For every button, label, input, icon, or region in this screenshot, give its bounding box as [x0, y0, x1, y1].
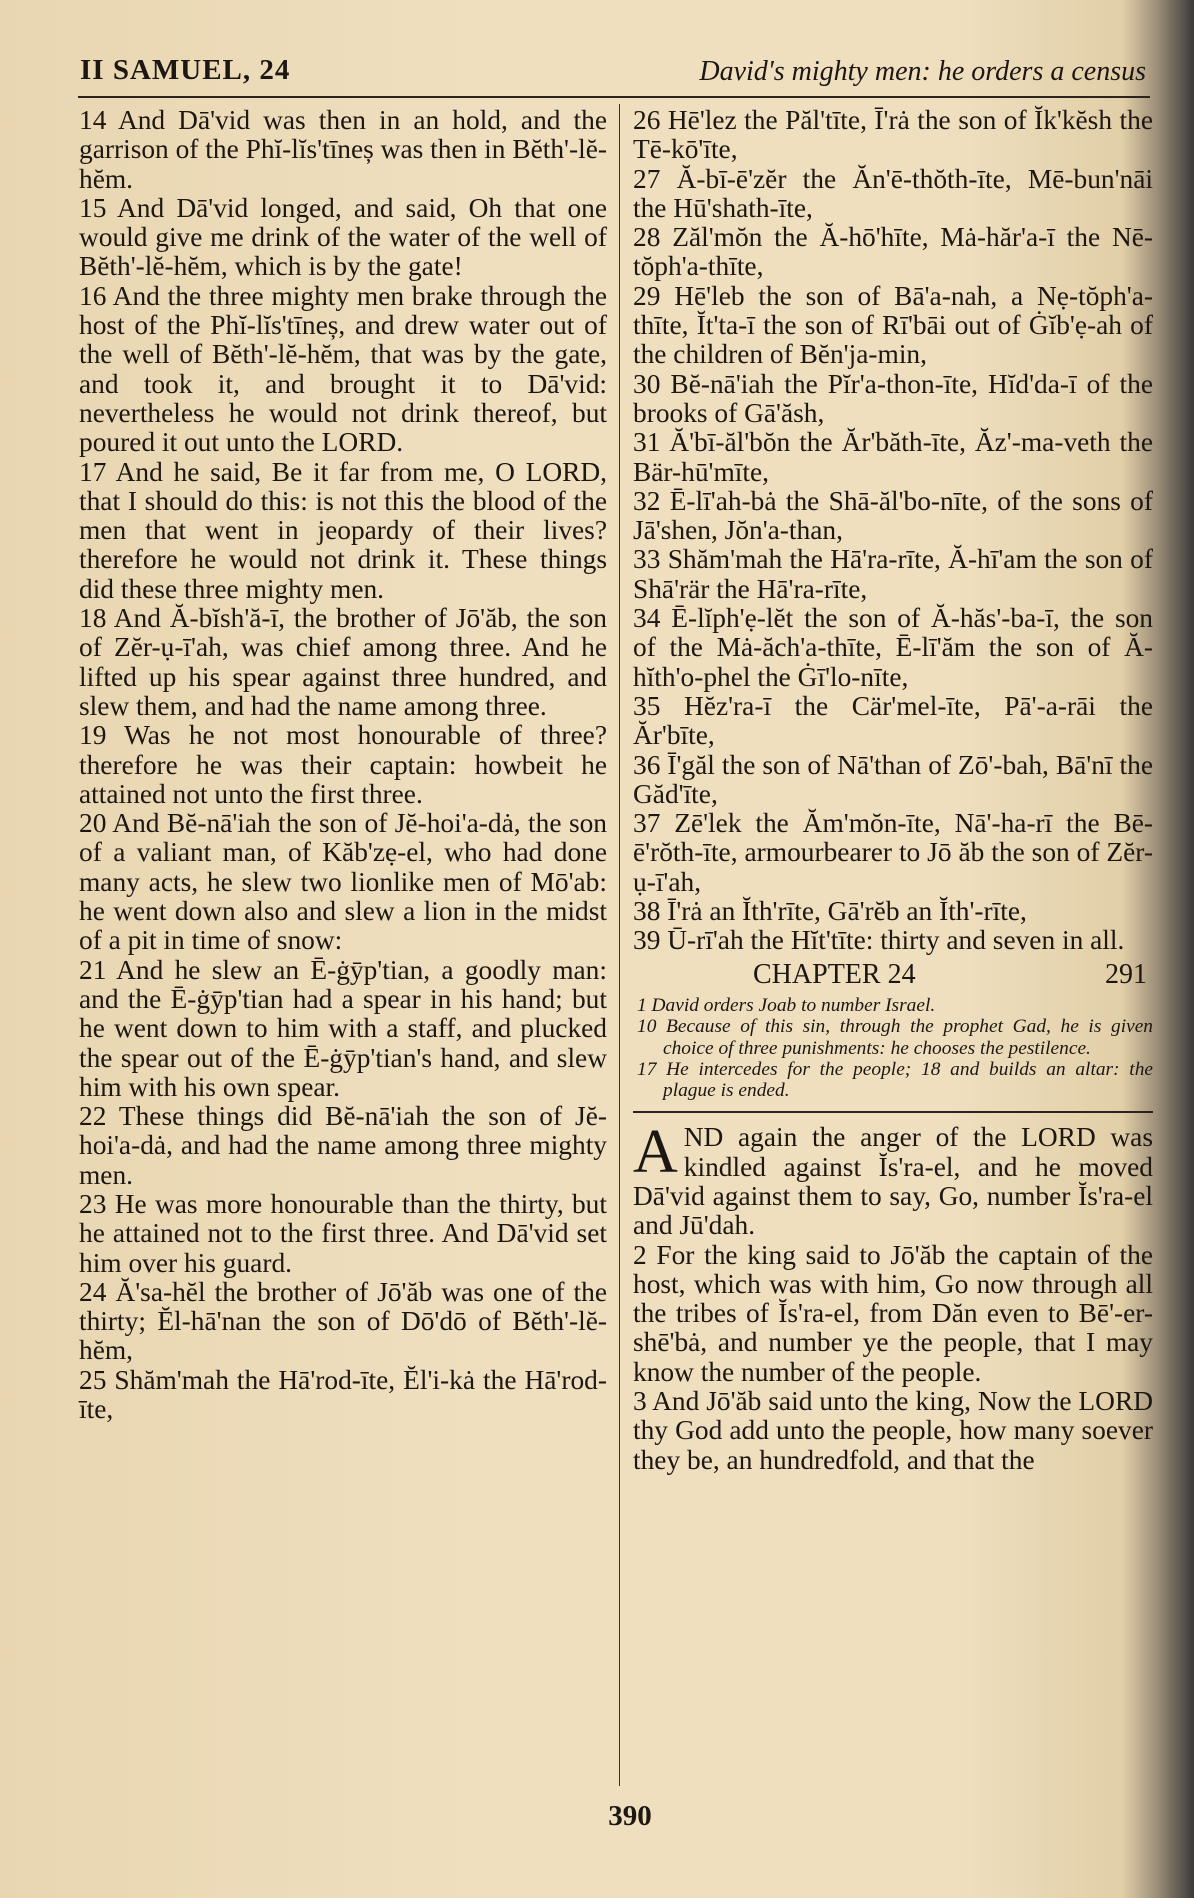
chapter-24-verse-1 — [633, 1118, 1153, 1241]
verse-24: 24 Ă'sa-hĕl the brother of Jō'ăb was one of the thirty; Ĕl-hā'nan the son of Dō'dō of Bĕth'-lĕ-hĕm, — [79, 1276, 607, 1366]
summary-line: 17 He intercedes for the people; 18 and builds an altar: the plague is ended. — [637, 1058, 1153, 1102]
verse-18: 18 And Ă-bĭsh'ă-ī, the brother of Jō'ăb, the son of Zĕr-ụ-ī'ah, was chief among three. And he lifted up his spear against three hundred, and slew them, and had the name among three. — [79, 603, 607, 721]
verse-38: 38 Ī'rȧ an Ĭth'rīte, Gā'rĕb an Ĭth'-rīte, — [633, 896, 1027, 927]
running-title: David's mighty men: he orders a census — [699, 56, 1146, 87]
drop-cap: A — [633, 1118, 678, 1187]
page-number: 390 — [608, 1800, 652, 1832]
right-column — [633, 106, 1153, 1475]
verse-28: 28 Zăl'mŏn the Ă-hō'hīte, Mȧ-hăr'a-ī the Nē-tŏph'a-thīte, — [633, 222, 1153, 282]
verse-30: 30 Bĕ-nā'iah the Pĭr'a-thon-īte, Hĭd'da-ī of the brooks of Gā'ăsh, — [633, 368, 1153, 428]
verse-31: 31 Ă'bī-ăl'bŏn the Ăr'băth-īte, Ăz'-ma-veth the Bär-hū'mīte, — [633, 427, 1153, 487]
verse-16: 16 And the three mighty men brake through the host of the Phĭ-lĭs'tīneș, and drew water out of the well of Bĕth'-lĕ-hĕm, that was by the gate, and took it, and brought it to Dā'vid: nevertheless he would not drink thereof, but poured it out unto the LORD. — [79, 280, 607, 458]
verse-33: 33 Shăm'mah the Hā'ra-rīte, Ă-hī'am the son of Shā'rär the Hā'ra-rīte, — [633, 544, 1153, 604]
chapter-24-verse-3: 3 And Jō'ăb said unto the king, Now the LORD thy God add unto the people, how many soever they be, an hundredfold, and that the — [633, 1386, 1153, 1475]
summary-line: 10 Because of this sin, through the prophet Gad, he is given choice of three punishments: he chooses the pestilence. — [637, 1016, 1153, 1059]
verse-19: 19 Was he not most honourable of three? therefore he was their captain: howbeit he attained not unto the first three. — [79, 720, 607, 809]
verse-23: 23 He was more honourable than the thirty, but he attained not to the first three. And Dā'vid set him over his guard. — [79, 1188, 607, 1278]
verse-26: 26 Hē'lez the Păl'tīte, Ī'rȧ the son of Ĭk'kĕsh the Tē-kō'īte, — [633, 105, 1153, 165]
verse-29: 29 Hē'leb the son of Bā'a-nah, a Nẹ-tŏph'a-thīte, Ĭt'ta-ī the son of Rī'bāi out of Ġĭb'ẹ-ah of the children of Bĕn'ja-min, — [633, 280, 1153, 370]
verse-22: 22 These things did Bĕ-nā'iah the son of Jĕ-hoi'a-dȧ, and had the name among three mighty men. — [79, 1101, 607, 1190]
chapter-reference-number: 291 — [1105, 958, 1147, 990]
chapter-heading — [633, 960, 1153, 989]
verse-32: 32 Ē-lī'ah-bȧ the Shā-ăl'bo-nīte, of the sons of Jā'shen, Jŏn'a-than, — [633, 485, 1153, 546]
verse-21: 21 And he slew an Ē-ġȳp'tian, a goodly man: and the Ē-ġȳp'tian had a spear in his hand; but he went down to him with a staff, and plucked the spear out of the Ē-ġȳp'tian's hand, and slew him with his own spear. — [79, 954, 607, 1102]
column-divider — [619, 104, 620, 1786]
chapter-title: CHAPTER 24 — [753, 958, 916, 990]
verse-37: 37 Zē'lek the Ăm'mŏn-īte, Nā'-ha-rī the Bē-ē'rŏth-īte, armourbearer to Jō ăb the son of Zĕr-ụ-ī'ah, — [633, 808, 1153, 897]
chapter-24-verse-2: 2 For the king said to Jō'ăb the captain of the host, which was with him, Go now through all the tribes of Ĭs'ra-el, from Dăn even to Bē'-er-shē'bȧ, and number ye the people, that I may know the number of the people. — [633, 1239, 1153, 1387]
book-chapter: II SAMUEL, 24 — [80, 54, 291, 86]
verse-17: 17 And he said, Be it far from me, O LORD, that I should do this: is not this the blood of the men that went in jeopardy of their lives? therefore he would not drink it. These things did these three mighty men. — [79, 456, 607, 604]
verse-20: 20 And Bĕ-nā'iah the son of Jĕ-hoi'a-dȧ, the son of a valiant man, of Kăb'zẹ-el, who had done many acts, he slew two lionlike men of Mō'ab: he went down also and slew a lion in the midst of a pit in time of snow: — [79, 808, 607, 956]
verse-36: 36 Ī'găl the son of Nā'than of Zō'-bah, Bā'nī the Găd'īte, — [633, 749, 1153, 809]
left-column — [79, 106, 607, 1424]
verse-27: 27 Ă-bī-ē'zĕr the Ăn'ē-thŏth-īte, Mē-bun'nāi the Hū'shath-īte, — [633, 163, 1153, 223]
verse-34: 34 Ē-lĭph'ẹ-lĕt the son of Ă-hăs'-ba-ī, the son of the Mȧ-ăch'a-thīte, Ē-lī'ăm the son of Ă-hĭth'o-phel the Ġī'lo-nīte, — [633, 603, 1153, 692]
verse-39: 39 Ū-rī'ah the Hĭt'tīte: thirty and seven in all. — [633, 925, 1125, 956]
verse-35: 35 Hĕz'ra-ī the Cär'mel-īte, Pā'-a-rāi the Ăr'bīte, — [633, 690, 1153, 751]
verse-15: 15 And Dā'vid longed, and said, Oh that one would give me drink of the water of the well of Bĕth'-lĕ-hĕm, which is by the gate! — [79, 192, 607, 282]
verse-14: 14 And Dā'vid was then in an hold, and the garrison of the Phĭ-lĭs'tīneș was then in Bĕth'-lĕ-hĕm. — [79, 105, 607, 194]
verse-25: 25 Shăm'mah the Hā'rod-īte, Ĕl'i-kȧ the Hā'rod-īte, — [79, 1364, 607, 1425]
running-header — [78, 52, 1150, 98]
summary-line: 1 David orders Joab to number Israel. — [637, 994, 936, 1016]
verse-1-text: ND again the anger of the LORD was kindled against Ĭs'ra-el, and he moved Dā'vid against them to say, Go, number Ĭs'ra-el and Jū'dah. — [633, 1122, 1153, 1241]
chapter-summary — [633, 995, 1153, 1113]
